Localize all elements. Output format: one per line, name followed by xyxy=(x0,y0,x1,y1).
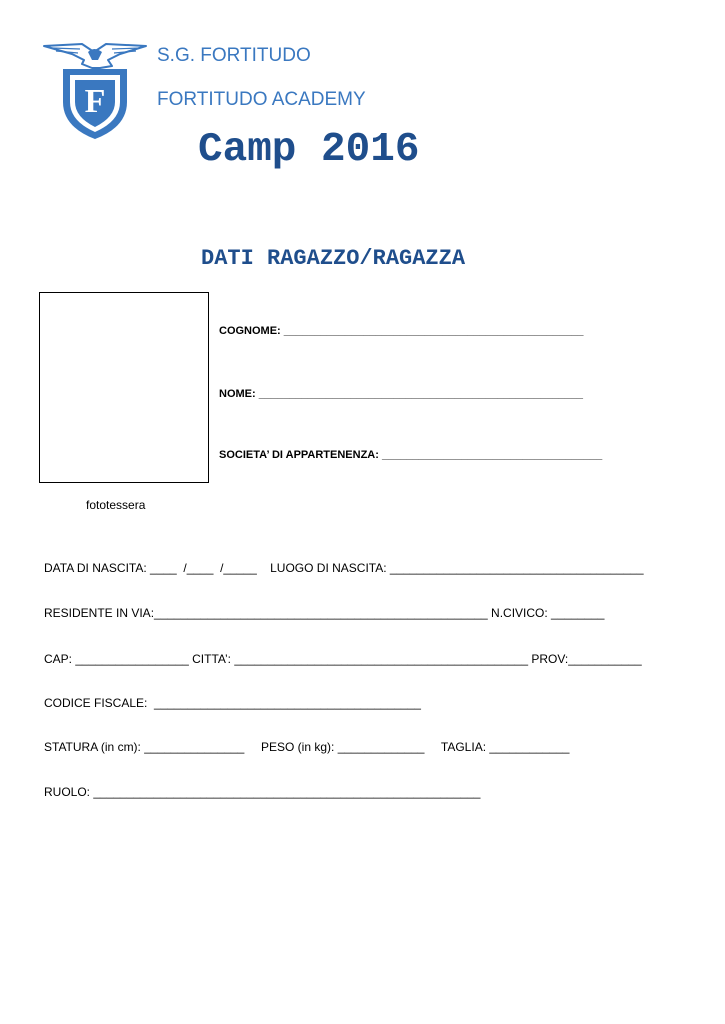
cognome-field[interactable]: COGNOME: _________________________________________________ xyxy=(219,325,584,337)
document-title: Camp 2016 xyxy=(198,127,420,173)
photo-box[interactable] xyxy=(39,292,209,483)
fortitudo-logo-icon xyxy=(42,40,150,140)
logo-letter: F xyxy=(84,83,106,120)
cap-field[interactable]: CAP: _________________ CITTA’: ____________________________________________ PROV:___________ xyxy=(44,652,642,666)
societa-field[interactable]: SOCIETA’ DI APPARTENENZA: ____________________________________ xyxy=(219,449,603,461)
ruolo-field[interactable]: RUOLO: __________________________________________________________ xyxy=(44,785,481,799)
academy-name: FORTITUDO ACADEMY xyxy=(157,89,366,110)
residente-field[interactable]: RESIDENTE IN VIA:__________________________________________________ N.CIVICO: ________ xyxy=(44,606,605,620)
nome-field[interactable]: NOME: _____________________________________________________ xyxy=(219,388,583,400)
section-title: DATI RAGAZZO/RAGAZZA xyxy=(201,246,466,271)
statura-field[interactable]: STATURA (in cm): _______________ PESO (in kg): _____________ TAGLIA: ____________ xyxy=(44,740,570,754)
nascita-field[interactable]: DATA DI NASCITA: ____ /____ /_____ LUOGO DI NASCITA: ______________________________________ xyxy=(44,561,644,575)
codice-fiscale-field[interactable]: CODICE FISCALE: ________________________________________ xyxy=(44,696,421,710)
org-name: S.G. FORTITUDO xyxy=(157,45,311,66)
photo-caption: fototessera xyxy=(86,498,146,512)
